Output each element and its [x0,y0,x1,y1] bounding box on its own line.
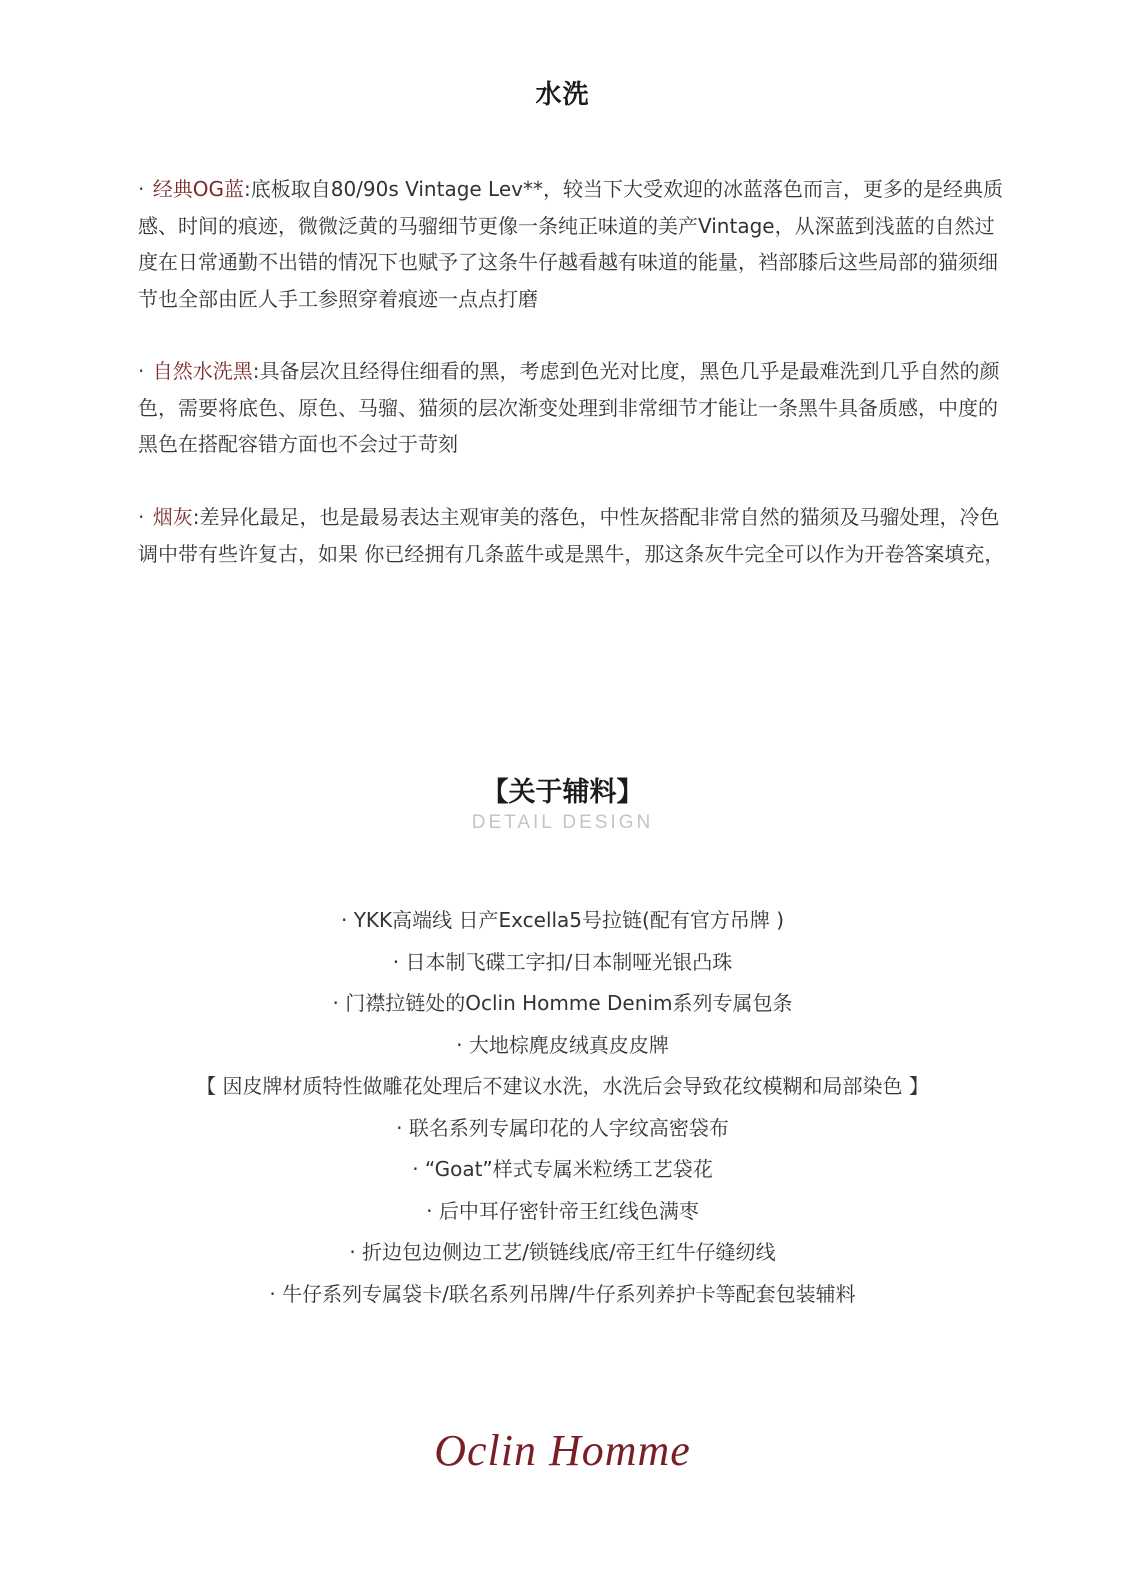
wash-item-text: 具备层次且经得住细看的黑，考虑到色光对比度，黑色几乎是最难洗到几乎自然的颜色，需要将底色、原色、马骝、猫须的层次渐变处理到非常细节才能让一条黑牛具备质感，中度的黑色在搭配容错方面也不会过于苛刻 [138,359,1000,456]
bullet-dot: · [138,359,145,383]
list-item: · 联名系列专属印花的人字纹高密袋布 [396,1115,729,1140]
wash-item-natural-black [138,353,1008,463]
bullet-dot: · [138,177,145,201]
list-item: 【 因皮牌材质特性做雕花处理后不建议水洗，水洗后会导致花纹模糊和局部染色 】 [196,1074,929,1098]
wash-item-colon: : [252,359,260,383]
wash-section-title: 水洗 [535,80,590,110]
list-item: · YKK高端线 日产Excella5号拉链(配有官方吊牌 ) [341,908,784,932]
wash-item-text: 差异化最足，也是最易表达主观审美的落色，中性灰搭配非常自然的猫须及马骝处理，冷色调中带有些许复古，如果 你已经拥有几条蓝牛或是黑牛，那这条灰牛完全可以作为开卷答案填充， [138,505,1005,566]
details-section-subtitle: DETAIL DESIGN [471,812,654,833]
wash-item-colon: : [243,177,251,201]
list-item: · 大地棕麂皮绒真皮皮牌 [456,1032,669,1057]
wash-item-name: 经典OG蓝 [152,177,244,201]
list-item: · 后中耳仔密针帝王红线色满枣 [426,1198,699,1223]
wash-item-text: 底板取自80/90s Vintage Lev**，较当下大受欢迎的冰蓝落色而言，更多的是经典质感、时间的痕迹，微微泛黄的马骝细节更像一条纯正味道的美产Vintage，从深蓝到浅蓝的自然过度在日常通勤不出错的情况下也赋予了这条牛仔越看越有味道的能量，裆部膝后这些局部的猫须细节也全部由匠人手工参照穿着痕迹一点点打磨 [138,177,1003,311]
bullet-dot: · [138,505,145,529]
wash-item-smoke-grey [138,499,1008,572]
wash-item-og-blue [138,171,1008,317]
list-item: · 牛仔系列专属袋卡/联名系列吊牌/牛仔系列养护卡等配套包装辅料 [269,1281,856,1306]
wash-item-colon: : [192,505,200,529]
wash-item-name: 烟灰 [152,505,193,529]
details-section-title: 【关于辅料】 [481,777,644,808]
details-list [0,900,1125,1315]
wash-item-name: 自然水洗黑 [152,359,253,383]
list-item: · 门襟拉链处的Oclin Homme Denim系列专属包条 [332,991,793,1015]
list-item: · “Goat”样式专属米粒绣工艺袋花 [412,1157,713,1181]
list-item: · 日本制飞碟工字扣/日本制哑光银凸珠 [392,949,733,974]
brand-logo: Oclin Homme [434,1426,691,1475]
list-item: · 折边包边侧边工艺/锁链线底/帝王红牛仔缝纫线 [349,1240,776,1264]
